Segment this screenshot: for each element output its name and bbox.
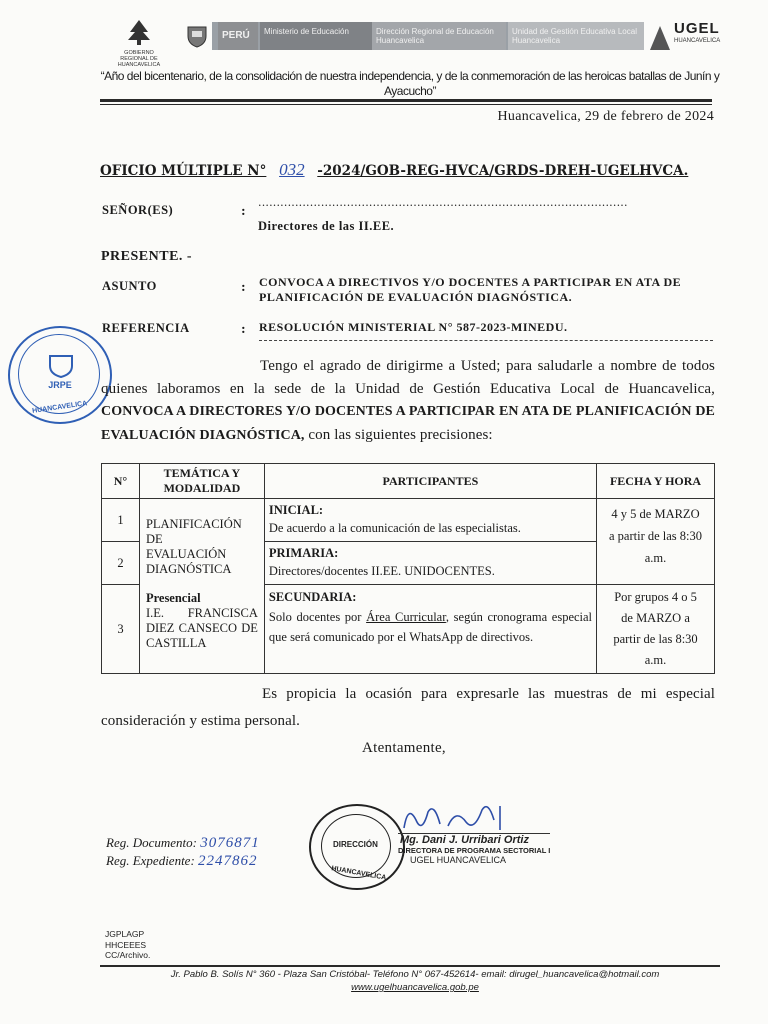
banner-peru: PERÚ <box>218 22 258 50</box>
footer-rule <box>100 965 720 967</box>
senores-label: SEÑOR(ES) <box>102 203 174 217</box>
area-curricular: Área Curricular <box>366 610 446 624</box>
oficio-number: 032 <box>279 160 305 179</box>
year-motto: “Año del bicentenario, de la consolidación de nuestra independencia, y de la conmemoración de las heroicas batallas de Junín y Ayacucho” <box>100 69 720 98</box>
th-fecha: FECHA Y HORA <box>597 464 715 499</box>
closing-salutation: Atentamente, <box>362 740 446 756</box>
header-rule-thin <box>100 104 712 105</box>
initials-line: CC/Archivo. <box>105 950 151 960</box>
signer-title-2: UGEL HUANCAVELICA <box>410 855 507 865</box>
registry <box>106 834 260 870</box>
participants-cell <box>264 499 596 542</box>
level-desc: De acuerdo a la comunicación de las especialistas. <box>268 521 521 535</box>
banner-ministerio: Ministerio de Educación <box>260 22 372 50</box>
referencia-colon: : <box>241 321 247 336</box>
ugel-round-stamp <box>8 326 112 424</box>
intro-paragraph <box>101 355 715 447</box>
referencia-value: RESOLUCIÓN MINISTERIAL N° 587-2023-MINEDU. <box>259 320 568 334</box>
fecha-cell <box>597 499 715 585</box>
initials-line: JGPLAGP <box>105 929 145 939</box>
gov-logo-caption: GOBIERNO REGIONAL DE HUANCAVELICA <box>117 50 161 68</box>
stamp-center-text: JRPE <box>48 380 72 390</box>
direccion-round-stamp <box>309 804 405 890</box>
signer-name: Mg. Dani J. Urribari Ortiz <box>398 833 550 846</box>
initials-line: HHCEEES <box>105 939 147 950</box>
oficio-title <box>100 160 720 180</box>
senores-colon: : <box>241 203 247 218</box>
fecha-text: 4 y 5 de MARZO a partir de las 8:30 a.m. <box>609 507 703 565</box>
reg-exp-value: 2247862 <box>198 853 258 869</box>
banner-ugel: Unidad de Gestión Educativa Local Huancavelica <box>508 22 644 50</box>
participants-cell <box>264 585 596 674</box>
tematica-cell <box>139 499 264 674</box>
level-label: INICIAL: <box>268 503 324 517</box>
footer-address: Jr. Pablo B. Solís N° 360 - Plaza San Cristóbal- Teléfono N° 067-452614- email: dirugel_huancavelica@hotmail.com <box>170 969 660 980</box>
fecha-text: Por grupos 4 o 5 de MARZO a partir de las 8:30 a.m. <box>613 590 698 667</box>
reg-doc-label: Reg. Documento: <box>106 835 197 850</box>
handwritten-signature-icon <box>396 798 516 838</box>
stamp-direccion: DIRECCIÓN <box>333 840 378 849</box>
intro-text-b: con las siguientes precisiones: <box>308 426 493 443</box>
senores-dots: .................................................................................................... <box>258 196 628 209</box>
tematica-text: PLANIFICACIÓN DE EVALUACIÓN DIAGNÓSTICA <box>145 517 242 576</box>
shield-icon <box>48 354 74 378</box>
intro-text-a: Tengo el agrado de dirigirme a Usted; para saludarle a nombre de todos quienes laboramos en la sede de la Unidad de Gestión Educativa Local de Huancavelica, <box>101 358 715 397</box>
level-desc <box>269 607 592 647</box>
row-number: 1 <box>102 499 140 542</box>
gov-logo <box>110 18 168 68</box>
stamp-ring-huancavelica: HUANCAVELICA <box>330 865 387 882</box>
th-number: N° <box>102 464 140 499</box>
level-label: PRIMARIA: <box>268 546 339 560</box>
closing-paragraph: Es propicia la ocasión para expresarle las muestras de mi especial consideración y estima personal. <box>101 686 715 729</box>
initials-block <box>105 929 150 961</box>
table-row <box>102 499 715 542</box>
banner-dre: Dirección Regional de Educación Huancavelica <box>372 22 506 50</box>
presente: PRESENTE. - <box>101 249 193 264</box>
asunto-colon: : <box>241 279 247 294</box>
row-number: 3 <box>102 585 140 674</box>
modalidad-place: I.E. FRANCISCA DIEZ CANSECO DE CASTILLA <box>145 606 258 650</box>
signer-block <box>398 833 550 865</box>
asunto-value: CONVOCA A DIRECTIVOS Y/O DOCENTES A PARTICIPAR EN ATA DE PLANIFICACIÓN DE EVALUACIÓN DIAGNÓSTICA. <box>259 275 682 304</box>
level-desc-a: Solo docentes por <box>268 610 367 624</box>
level-label: SECUNDARIA: <box>268 590 357 604</box>
ugel-logo-sub: HUANCAVELICA <box>674 38 721 44</box>
oficio-prefix: OFICIO MÚLTIPLE N° <box>100 163 267 179</box>
stamp-ring-text: HUANCAVELICA <box>31 400 88 415</box>
asunto-label: ASUNTO <box>102 279 157 293</box>
place-date: Huancavelica, 29 de febrero de 2024 <box>497 109 714 124</box>
tree-emblem-icon <box>124 18 154 46</box>
peru-shield-icon <box>186 24 208 48</box>
signer-title-1: DIRECTORA DE PROGRAMA SECTORIAL I <box>398 846 551 855</box>
senores-value: Directores de las II.EE. <box>258 219 395 233</box>
th-tematica: TEMÁTICA Y MODALIDAD <box>139 464 264 499</box>
fecha-cell <box>597 585 715 674</box>
row-number: 2 <box>102 542 140 585</box>
level-desc-b: , según cronograma especial que será comunicado por el WhatsApp de directivos. <box>268 610 593 644</box>
reg-doc-value: 3076871 <box>200 835 260 851</box>
footer-website[interactable]: www.ugelhuancavelica.gob.pe <box>351 982 479 993</box>
referencia-label: REFERENCIA <box>102 321 190 335</box>
institution-banner <box>212 22 644 50</box>
header-rule-thick <box>100 99 712 102</box>
ugel-logo-text: UGEL <box>674 20 720 37</box>
reference-dashed-rule <box>259 340 713 341</box>
mountain-logo-icon <box>650 24 670 50</box>
table-header-row <box>102 464 715 499</box>
oficio-suffix: -2024/GOB-REG-HVCA/GRDS-DREH-UGELHVCA. <box>317 163 689 179</box>
reg-expediente <box>106 852 260 870</box>
reg-exp-label: Reg. Expediente: <box>106 853 195 868</box>
level-desc: Directores/docentes II.EE. UNIDOCENTES. <box>268 564 495 578</box>
reg-documento <box>106 834 260 852</box>
th-participantes: PARTICIPANTES <box>264 464 596 499</box>
ugel-logo <box>650 18 721 58</box>
intro-text-bold: CONVOCA A DIRECTORES Y/O DOCENTES A PARTICIPAR EN ATA DE PLANIFICACIÓN DE EVALUACIÓN DIAGNÓSTICA, <box>101 404 715 443</box>
participants-cell <box>264 542 596 585</box>
modalidad-label: Presencial <box>145 591 201 605</box>
schedule-table <box>101 463 715 674</box>
